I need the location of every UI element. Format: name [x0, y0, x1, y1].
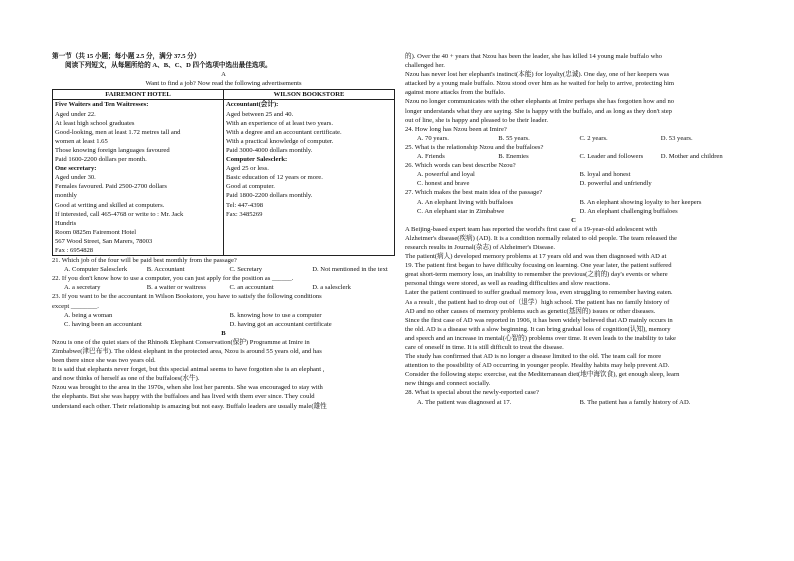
passage-b-line: 的). Over the 40 + years that Nzou has been the leader, she has killed 14 young male buffalo who	[405, 53, 662, 60]
passage-c-line: the old. AD is a disease with a slow beginning. It can bring gradual loss of cognition(认知), memory	[405, 325, 671, 333]
passage-c-line: A Beijing-based expert team has reported the world's first case of a 19-year-old adolescent with	[405, 225, 657, 233]
passage-b-line: It is said that elephants never forget, but this special animal seems to have forgotten she is an elephant ,	[52, 366, 325, 374]
passage-b-text-right	[405, 52, 742, 125]
hotel-ad-line: Fax : 6954828	[55, 246, 94, 254]
passage-a-intro: Want to find a job? Now read the following advertisements	[145, 80, 302, 88]
right-column	[405, 52, 742, 407]
passage-c-line: personal things were stored, as well as reading difficulties and slow reactions.	[405, 280, 611, 288]
question-stem: 27. Which makes the best main idea of the passage?	[405, 189, 543, 197]
passage-b-letter: B	[221, 329, 226, 337]
answer-option: D. 53 years.	[660, 134, 693, 142]
question-stem: 25. What is the relationship Nzou and the buffaloes?	[405, 143, 544, 151]
bookstore-ad-line: Computer Salesclerk:	[226, 156, 288, 164]
hotel-ad-line: Five Waiters and Ten Waitresses:	[55, 101, 149, 109]
hotel-ad-line: One secretary:	[55, 165, 97, 173]
hotel-ad-line: Good at writing and skilled at computers.	[55, 201, 165, 209]
bookstore-ad	[224, 100, 395, 256]
passage-a-questions	[52, 256, 395, 329]
passage-b-line: Nzou has never lost her elephant's instinct(本能) for loyalty(忠诚). One day, one of her keepers was	[405, 71, 670, 79]
passage-c-line: care of oneself in time. It is still difficult to treat the disease.	[405, 344, 564, 351]
hotel-ad-line: Hundris	[55, 219, 77, 227]
bookstore-ad-line: Basic education of 12 years or more.	[226, 174, 323, 182]
answer-option: D. An elephant challenging buffaloes	[579, 207, 678, 215]
option-row	[52, 283, 395, 292]
answer-option: B. Enemies	[498, 153, 529, 161]
passage-b-line: Nzou was brought to the area in the 1970s, when she lost her parents. She was encouraged to stay with	[52, 384, 323, 392]
option-row	[405, 398, 742, 407]
passage-c-line: and speech and an increase in mental(心智的) problems over time. It even leads to the inability to take	[405, 334, 676, 342]
answer-option: B. knowing how to use a computer	[229, 311, 322, 319]
question-stem: 22. If you don't know how to use a computer, you can just apply for the position as ______.	[52, 275, 294, 283]
answer-option: A. a secretary	[64, 284, 101, 292]
bookstore-ad-line: Aged 25 or less.	[226, 165, 269, 173]
hotel-ad-line: If interested, call 465-4768 or write to : Mr. Jack	[55, 210, 184, 218]
bookstore-ad-line: Tel: 447-4398	[226, 201, 264, 209]
hotel-ad-line: Females favoured. Paid 2500-2700 dollars	[55, 183, 167, 191]
passage-c-line: new things and connect socially.	[405, 380, 491, 388]
passage-c-line: research results in Journal(杂志) of Alzheimer's Disease.	[405, 243, 556, 251]
bookstore-ad-line: Aged between 25 and 40.	[226, 110, 294, 118]
passage-b-line: understand each other. Their relationship is amazing but not easy. Buffalo leaders are usually male(雄性	[52, 402, 327, 410]
bookstore-ad-line: With an experience of at least two years.	[226, 119, 334, 127]
answer-option: A. The patient was diagnosed at 17.	[417, 398, 512, 406]
passage-c-line: AD and no other causes of memory problems such as genetic(基因的) issues or other diseases.	[405, 307, 656, 315]
option-row	[405, 198, 742, 207]
answer-option: B. The patient has a family history of AD.	[579, 398, 691, 406]
passage-b-line: been there since she was two years old.	[52, 357, 156, 365]
answer-option: A. powerful and loyal	[417, 171, 475, 179]
answer-option: B. 55 years.	[498, 134, 530, 142]
bookstore-ad-line: Paid 3000-4000 dollars monthly.	[226, 146, 313, 154]
passage-c-line: Alzheimer's disease(疾病) (AD). It is a condition normally related to old people. The team released the	[405, 234, 677, 242]
passage-b-questions	[405, 125, 742, 216]
passage-c-line: Since the first case of AD was reported in 1906, it has been widely believed that AD mainly occurs in	[405, 316, 673, 324]
hotel-header: FAIREMONT HOTEL	[53, 90, 224, 100]
answer-option: B. An elephant showing loyalty to her keepers	[579, 198, 702, 206]
passage-c-line: As a result , the patient had to drop out of（退学）high school. The patient has no family history of	[405, 298, 670, 306]
passage-b-line: longer understands what they are saying. She is happy with the buffalo, and as long as they don't step	[405, 107, 672, 115]
passage-c-text	[405, 225, 742, 389]
bookstore-ad-line: Accountant(会计):	[226, 101, 279, 109]
passage-b-line: Zimbabwe(津巴布韦). The oldest elephant in the protected area, Nzou is around 55 years old, and has	[52, 348, 322, 355]
question-stem: 28. What is special about the newly-reported case?	[405, 389, 539, 397]
passage-b-line: the elephants. But she was happy with the buffaloes and has lived with them ever since. They could	[52, 393, 315, 401]
left-column	[52, 52, 395, 411]
option-row	[405, 170, 742, 179]
answer-option: C. 2 years.	[579, 134, 608, 142]
option-row	[52, 320, 395, 329]
answer-option: C. having been an accountant	[64, 320, 142, 328]
passage-c-line: 19. The patient first began to have difficulty focusing on learning. One year later, the patient suffered	[405, 262, 672, 270]
passage-c-line: The patient(病人) developed memory problems at 17 years old and was then diagnosed with AD at	[405, 253, 667, 261]
passage-c-letter: C	[571, 216, 576, 224]
question-stem: 21. Which job of the four will be paid best monthly from the passage?	[52, 257, 237, 265]
hotel-ad-line: Room 0825m Fairemont Hotel	[55, 228, 137, 236]
bookstore-ad-line: Fax: 3485269	[226, 210, 263, 218]
hotel-ad-line: monthly	[55, 192, 77, 200]
passage-c-line: Consider the following steps: exercise, eat the Mediterranean diet(地中海饮食), get enough sleep, learn	[405, 371, 680, 379]
passage-b-line: Nzou no longer communicates with the other elephants at Imire perhaps she has forgotten how and no	[405, 98, 675, 106]
answer-option: C. Secretary	[229, 266, 263, 274]
passage-c-line: The study has confirmed that AD is no longer a disease limited to the old. The team call for more	[405, 353, 662, 361]
answer-option: C. An elephant star in Zimbabwe	[417, 207, 505, 215]
passage-b-text-left	[52, 338, 395, 411]
option-row	[52, 311, 395, 320]
hotel-ad-line: Aged under 22.	[55, 110, 96, 118]
passage-c-questions	[405, 388, 742, 406]
section-title: 第一节（共 15 小题；每小题 2.5 分，满分 37.5 分）	[52, 53, 201, 60]
answer-option: A. Friends	[417, 153, 445, 161]
question-stem: 26. Which words can best describe Nzou?	[405, 162, 516, 170]
answer-option: A. An elephant living with buffaloes	[417, 198, 514, 206]
question-stem: 24. How long has Nzou been at Imire?	[405, 125, 507, 133]
question-stem-continued: except ________.	[52, 302, 99, 310]
answer-option: D. powerful and unfriendly	[579, 180, 652, 188]
answer-option: A. 70 years.	[417, 134, 449, 142]
bookstore-ad-line: With a practical knowledge of computer.	[226, 137, 334, 145]
hotel-ad-line: 567 Wood Street, San Marers, 78003	[55, 237, 153, 245]
answer-option: C. an accountant	[229, 284, 274, 292]
hotel-ad-line: Paid 1600-2200 dollars per month.	[55, 156, 147, 164]
hotel-ad	[53, 100, 224, 256]
option-row	[405, 152, 742, 161]
answer-option: B. Accountant	[146, 266, 185, 274]
hotel-ad-line: Aged under 30.	[55, 174, 96, 182]
bookstore-ad-line: Paid 1800-2200 dollars monthly.	[226, 192, 313, 200]
answer-option: D. Not mentioned in the text	[312, 266, 388, 274]
section-instruction: 阅读下列短文，从每题所给的 A、B、C、D 四个选项中选出最佳选项。	[65, 62, 272, 70]
answer-option: A. Computer Salesclerk	[64, 266, 128, 274]
bookstore-ad-line: Good at computer.	[226, 183, 275, 191]
option-row	[405, 207, 742, 216]
passage-a-letter: A	[221, 71, 226, 79]
answer-option: B. a waiter or waitress	[146, 284, 206, 292]
answer-option: D. having got an accountant certificate	[229, 320, 332, 328]
answer-option: C. Leader and followers	[579, 153, 644, 161]
hotel-ad-line: Those knowing foreign languages favoured	[55, 146, 170, 154]
passage-b-line: out of line, she is happy and pleased to be their leader.	[405, 116, 549, 124]
hotel-ad-line: At least high school graduates	[55, 119, 135, 127]
answer-option: C. honest and brave	[417, 180, 470, 188]
passage-c-line: great short-term memory loss, an inability to remember the previous(之前的) day's events or where	[405, 271, 668, 279]
advertisement-table	[52, 89, 395, 256]
bookstore-ad-line: With a degree and an accountant certificate.	[226, 128, 342, 136]
option-row	[405, 179, 742, 188]
passage-b-line: attacked by a young male buffalo. Nzou stood over him as he waited for help to arrive, protecting him	[405, 80, 675, 88]
hotel-ad-line: women at least 1.65	[55, 137, 108, 145]
answer-option: D. Mother and children	[660, 153, 723, 161]
hotel-ad-line: Good-looking, men at least 1.72 metres tall and	[55, 128, 181, 136]
bookstore-header: WILSON BOOKSTORE	[224, 90, 395, 100]
answer-option: B. loyal and honest	[579, 171, 631, 179]
option-row	[405, 134, 742, 143]
option-row	[52, 265, 395, 274]
question-stem: 23. If you want to be the accountant in Wilson Bookstore, you have to satisfy the following conditions	[52, 293, 322, 301]
passage-b-line: and now thinks of herself as one of the buffaloes(水牛).	[52, 375, 200, 383]
answer-option: D. a salesclerk	[312, 284, 351, 292]
passage-b-line: Nzou is one of the quiet stars of the Rhino& Elephant Conservation(保护) Programme at Imire in	[52, 338, 310, 346]
passage-b-line: against more attacks from the buffalo.	[405, 89, 506, 97]
answer-option: A. being a woman	[64, 311, 113, 319]
passage-c-line: attention to the possibility of AD occurring in younger people. Healthy habits may help prevent AD.	[405, 362, 670, 370]
passage-b-line: challenged her.	[405, 62, 445, 70]
passage-c-line: Later the patient continued to suffer gradual memory loss, even struggling to remember having eaten.	[405, 289, 673, 297]
